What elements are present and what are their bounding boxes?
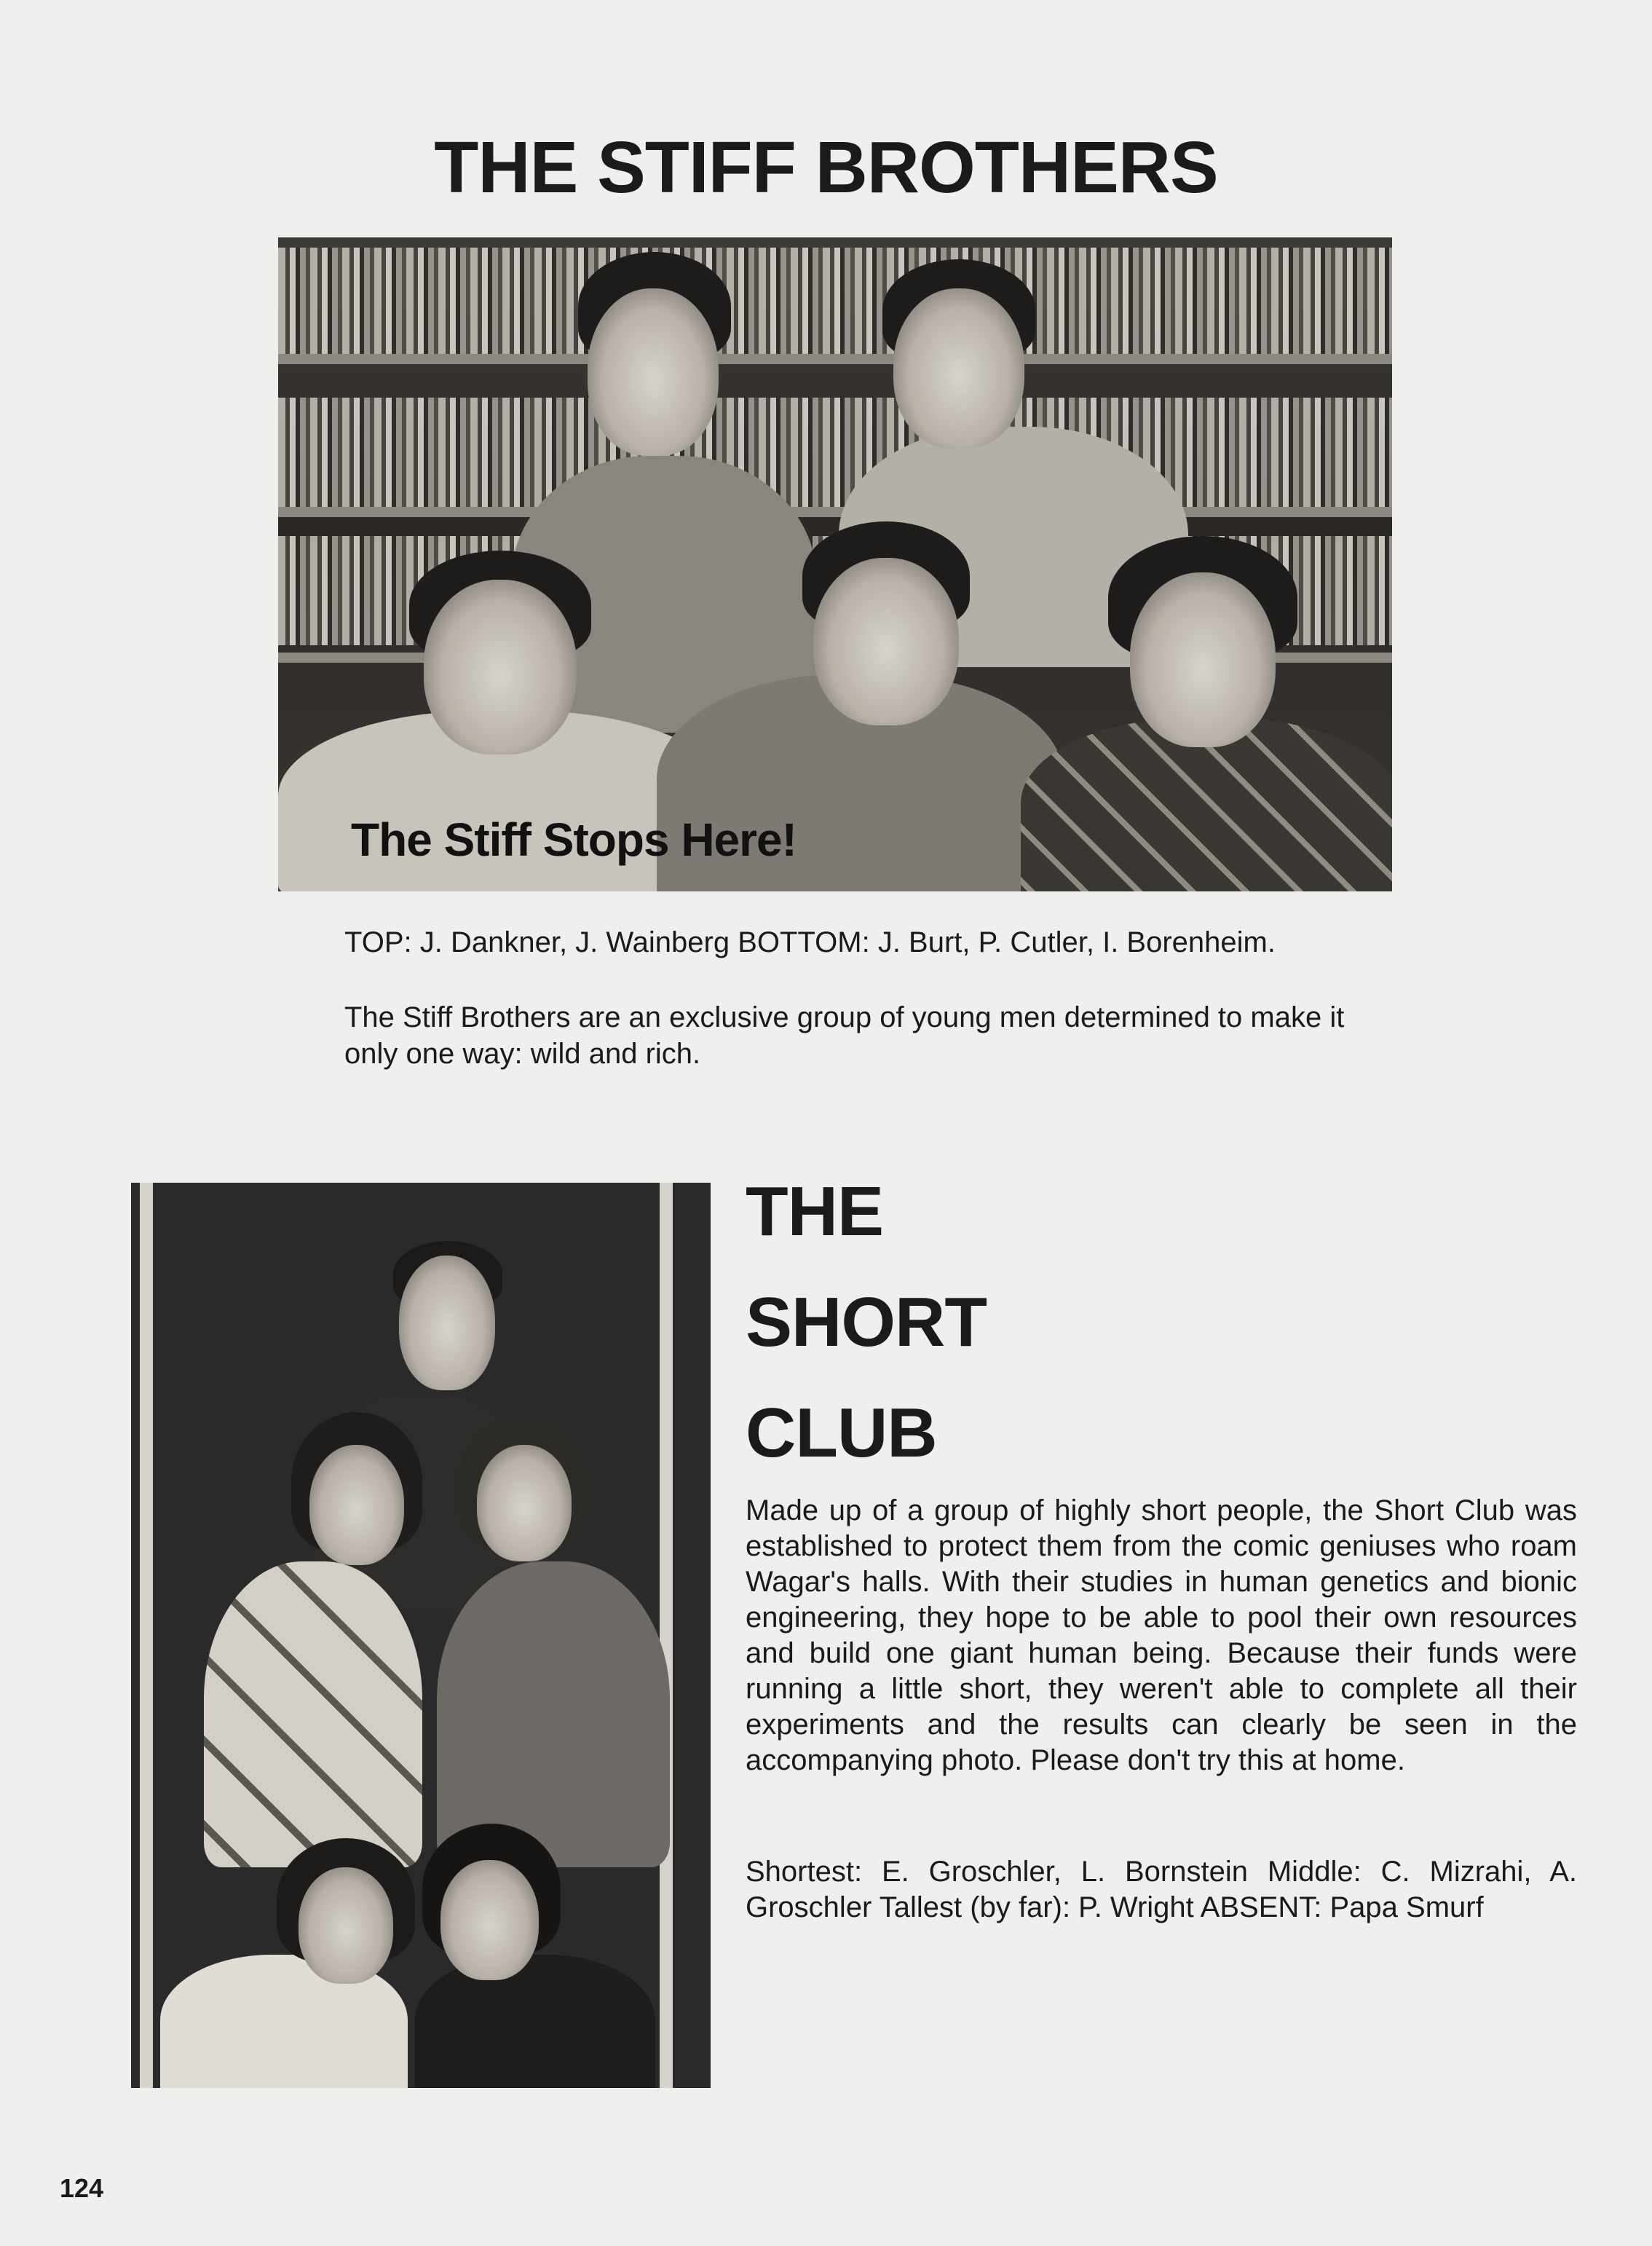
- short-club-description: Made up of a group of highly short people, the Short Club was established to protect them from the comic geniuses who roam Wagar's halls. With their studies in human genetics and bionic engineering, they hope to be able to pool their own resources and build one giant human being. Because their funds were running a little short, they weren't able to complete all their experiments and the results can clearly be seen in the accompanying photo. Please don't try this at home.: [746, 1494, 1577, 1776]
- person-face: [477, 1445, 572, 1561]
- short-club-title-line2: SHORT: [746, 1283, 987, 1361]
- person-face: [588, 288, 719, 456]
- door-frame: [140, 1183, 153, 2088]
- person-face: [440, 1860, 539, 1980]
- short-club-credits: Shortest: E. Groschler, L. Bornstein Middle: C. Mizrahi, A. Groschler Tallest (by far): P. Wright ABSENT: Papa Smurf: [746, 1856, 1577, 1923]
- person-face: [399, 1256, 495, 1390]
- person-face: [893, 288, 1024, 449]
- short-club-title-line1: THE: [746, 1173, 883, 1250]
- stiff-brothers-photo: [278, 237, 1392, 891]
- person-face: [309, 1445, 404, 1565]
- person-face: [424, 580, 577, 754]
- stiff-brothers-description: The Stiff Brothers are an exclusive group of young men determined to make it only one way: wild and rich.: [344, 1001, 1345, 1070]
- stiff-brothers-credits: TOP: J. Dankner, J. Wainberg BOTTOM: J. Burt, P. Cutler, I. Borenheim.: [344, 926, 1276, 958]
- bookshelf-row: [278, 398, 1392, 507]
- short-club-photo: [131, 1183, 711, 2088]
- shelf-board: [278, 354, 1392, 364]
- photo-caption-overlay: The Stiff Stops Here!: [351, 813, 797, 866]
- stiff-brothers-title: THE STIFF BROTHERS: [434, 127, 1218, 208]
- bookshelf-row: [278, 248, 1392, 357]
- page-number: 124: [60, 2173, 104, 2203]
- person-face: [1130, 572, 1276, 747]
- door-frame: [660, 1183, 673, 2088]
- person-torso: [415, 1955, 655, 2088]
- person-face: [813, 558, 959, 725]
- short-club-title-line3: CLUB: [746, 1394, 937, 1472]
- person-torso: [437, 1561, 670, 1867]
- shelf-board: [278, 507, 1392, 517]
- person-argyle-sweater: [204, 1561, 422, 1867]
- person-face: [299, 1867, 393, 1984]
